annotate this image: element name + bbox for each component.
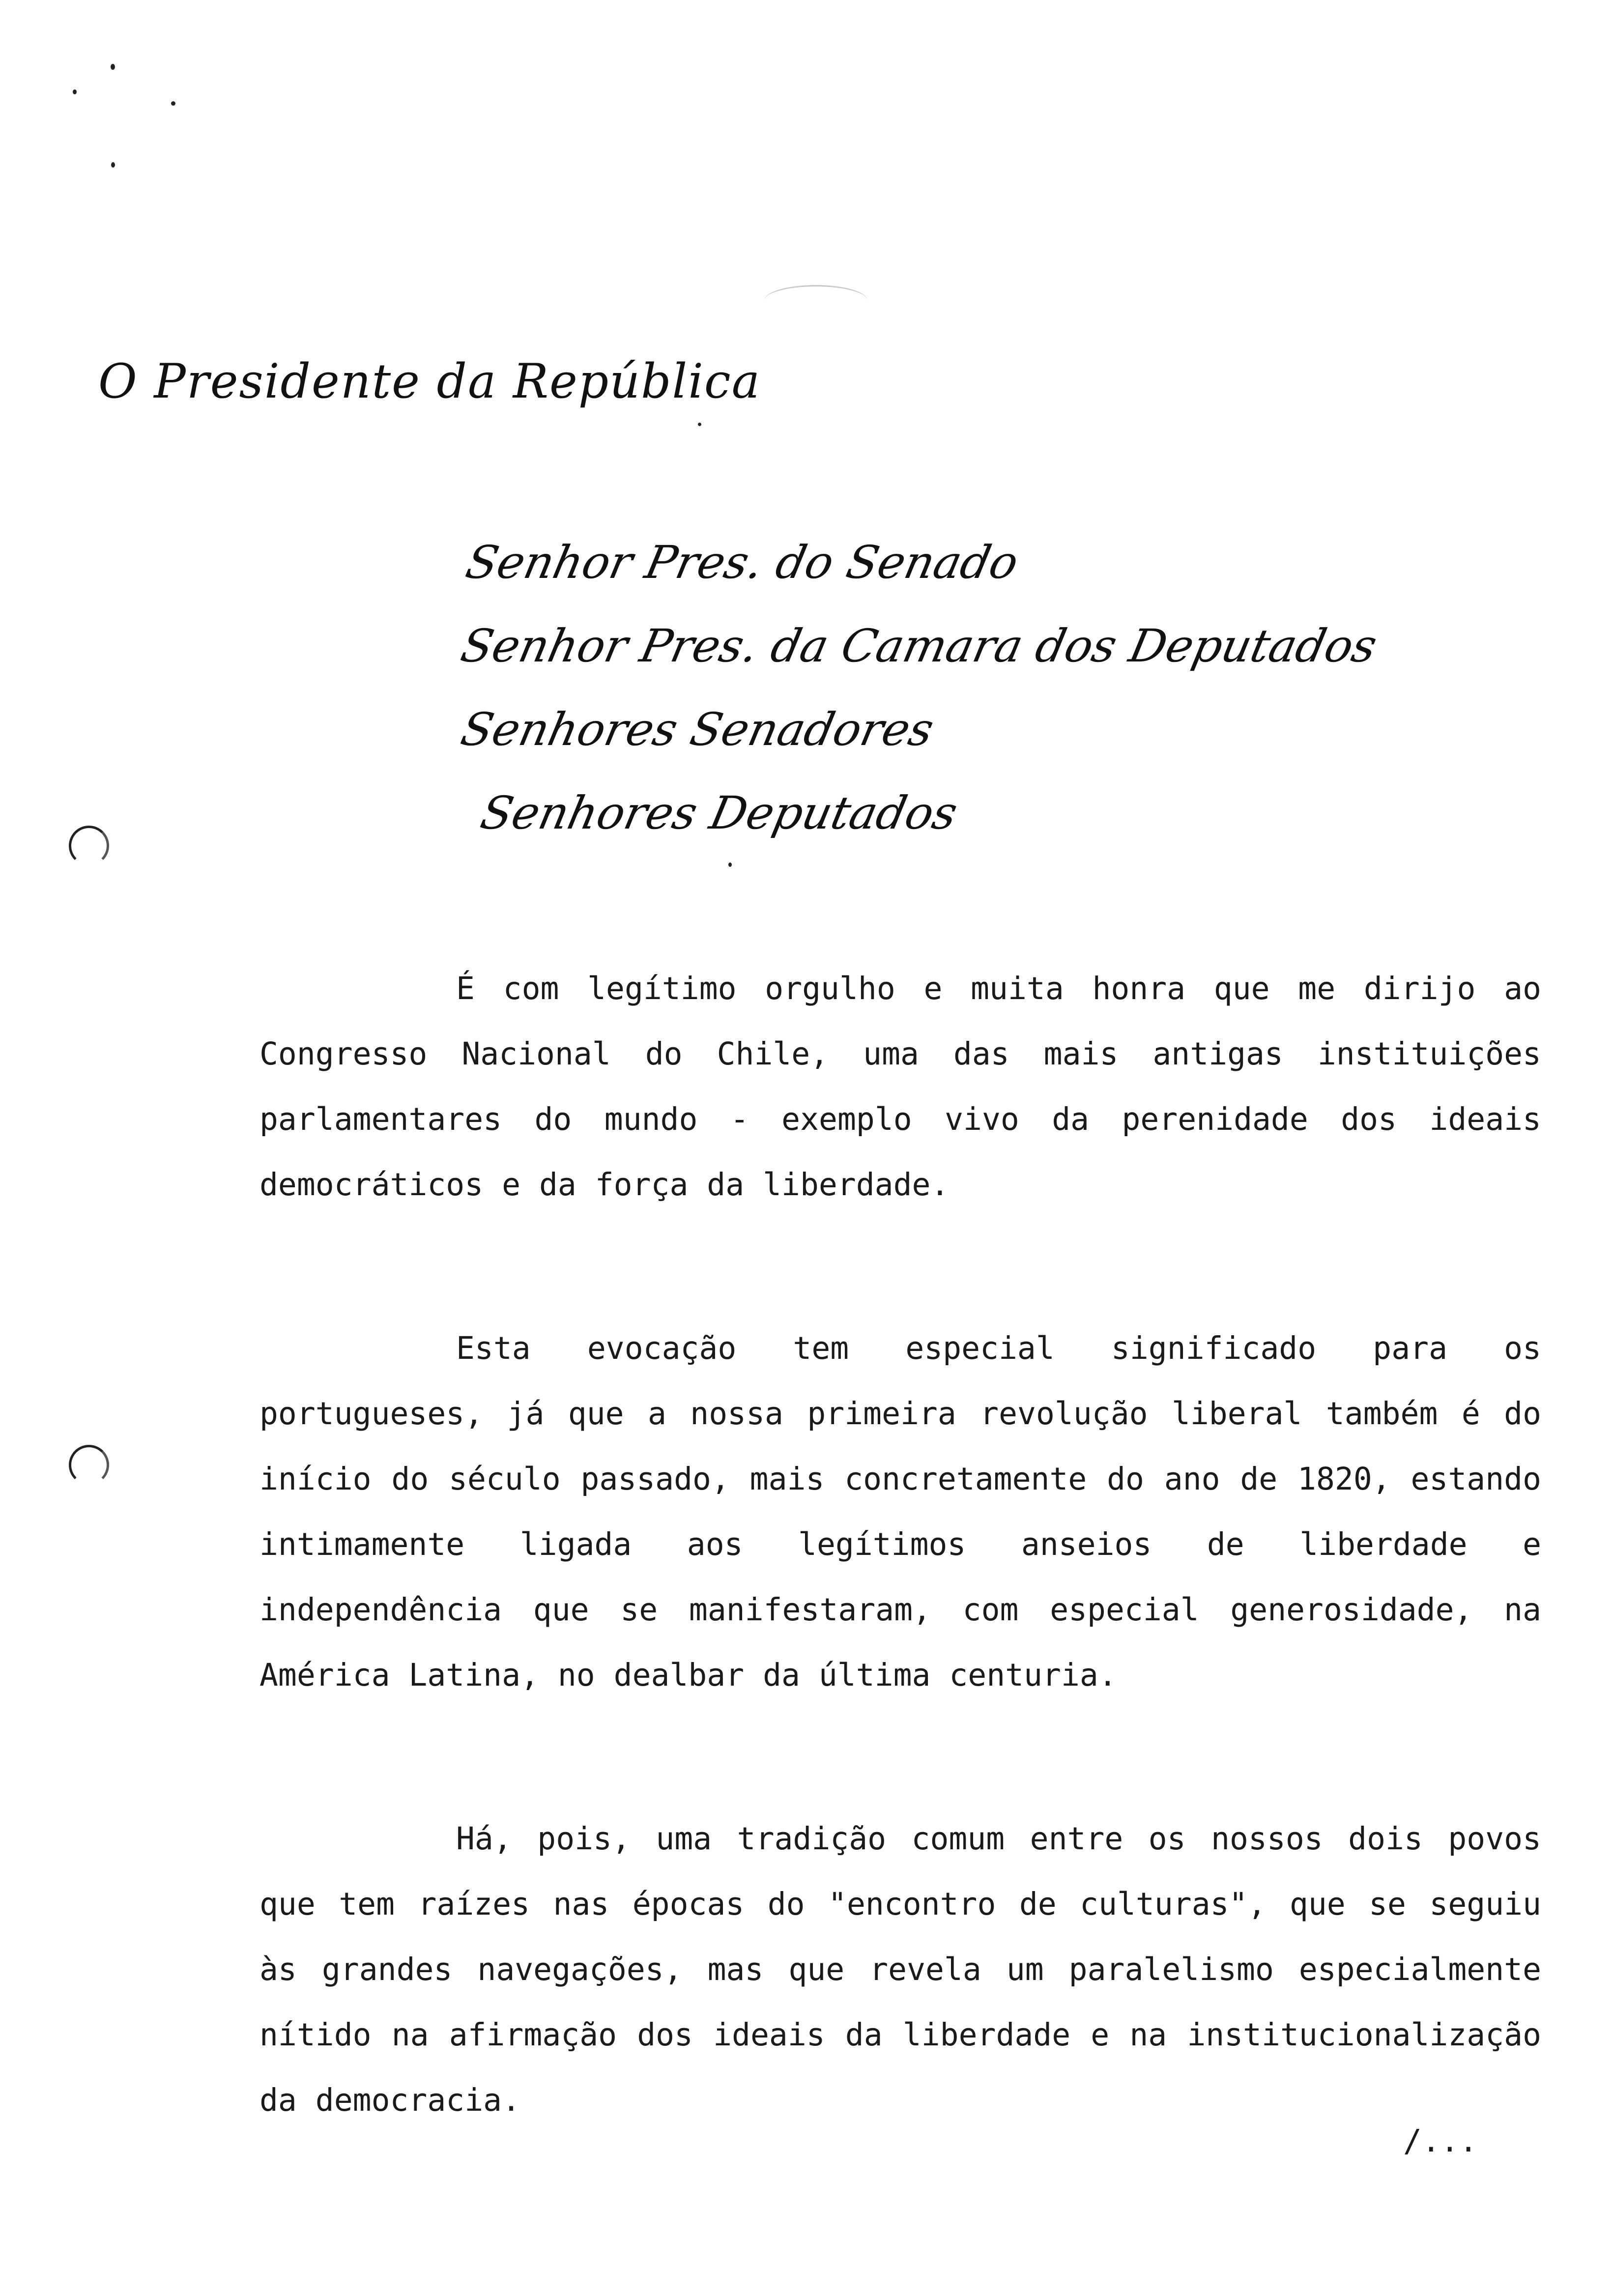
salutation-line: Senhores Senadores: [456, 703, 939, 756]
continuation-mark: /...: [1403, 2123, 1478, 2159]
scan-speck: [73, 89, 77, 94]
scan-speck: [111, 162, 115, 168]
letterhead-title: O Presidente da República: [98, 354, 761, 409]
handwritten-salutation: [456, 521, 1382, 855]
punch-hole: [69, 826, 109, 866]
salutation-line: Senhor Pres. da Camara dos Deputados: [456, 620, 1382, 672]
scan-mark: [764, 285, 867, 316]
letter-body: [259, 956, 1541, 2231]
salutation-line: Senhores Deputados: [476, 787, 962, 839]
paragraph-text: Esta evocação tem especial significado para os portugueses, já que a nossa primeira revolução liberal também é do início do século passado, mais concretamente do ano de 1820, estando intimamente ligada aos legítimos anseios de liberdade e independência que se manifestaram, com especial generosidade, na América Latina, no dealbar da última centuria.: [259, 1330, 1541, 1693]
paragraph-text: É com legítimo orgulho e muita honra que me dirijo ao Congresso Nacional do Chile, uma das mais antigas instituições parlamentares do mundo - exemplo vivo da perenidade dos ideais democráticos e da força da liberdade.: [259, 971, 1541, 1203]
body-paragraph: [259, 1806, 1541, 2133]
scan-speck: [698, 423, 701, 426]
body-paragraph: [259, 956, 1541, 1217]
body-paragraph: [259, 1316, 1541, 1708]
scan-speck: [728, 862, 732, 867]
paragraph-text: Há, pois, uma tradição comum entre os nossos dois povos que tem raízes nas épocas do "encontro de culturas", que se seguiu às grandes navegações, mas que revela um paralelismo especialmente nítido na afirmação dos ideais da liberdade e na institucionalização da democracia.: [259, 1821, 1541, 2118]
punch-hole: [69, 1445, 109, 1485]
salutation-line: Senhor Pres. do Senado: [461, 536, 1023, 589]
scan-speck: [171, 101, 175, 106]
scan-speck: [111, 64, 115, 70]
